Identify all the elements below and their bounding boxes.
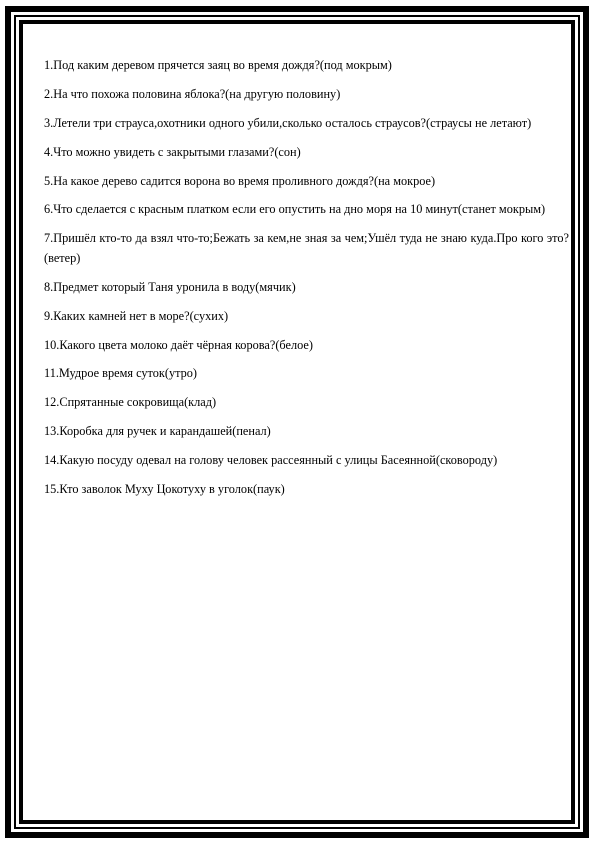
riddle-item: 10.Какого цвета молоко даёт чёрная корова?(белое) [44,337,313,352]
riddle-list [44,56,569,509]
riddle-item: 6.Что сделается с красным платком если его опустить на дно моря на 10 минут(станет мокрым) [44,202,546,217]
riddle-item: 13.Коробка для ручек и карандашей(пенал) [44,424,271,439]
riddle-item: 9.Каких камней нет в море?(сухих) [44,308,229,323]
riddle-item: 1.Под каким деревом прячется заяц во время дождя?(под мокрым) [44,58,392,72]
riddle-item: 14.Какую посуду одевал на голову человек рассеянный с улицы Басеянной(сковороду) [44,453,498,468]
riddle-item: 5.На какое дерево садится ворона во время проливного дождя?(на мокрое) [44,173,436,188]
riddle-item: 4.Что можно увидеть с закрытыми глазами?(сон) [44,144,301,159]
riddle-item: 12.Спрятанные сокровища(клад) [44,395,217,410]
riddle-item: 8.Предмет который Таня уронила в воду(мячик) [44,279,296,294]
riddle-item: 2.На что похожа половина яблока?(на другую половину) [44,86,341,101]
riddle-item: 15.Кто заволок Муху Цокотуху в уголок(паук) [44,481,285,496]
riddle-item: 11.Мудрое время суток(утро) [44,366,198,381]
riddle-item: 3.Летели три страуса,охотники одного убили,сколько осталось страусов?(страусы не летают) [44,115,532,130]
riddle-item: 7.Пришёл кто-то да взял что-то;Бежать за кем,не зная за чем;Ушёл туда не знаю куда.Про кого это?(ветер) [44,231,569,265]
